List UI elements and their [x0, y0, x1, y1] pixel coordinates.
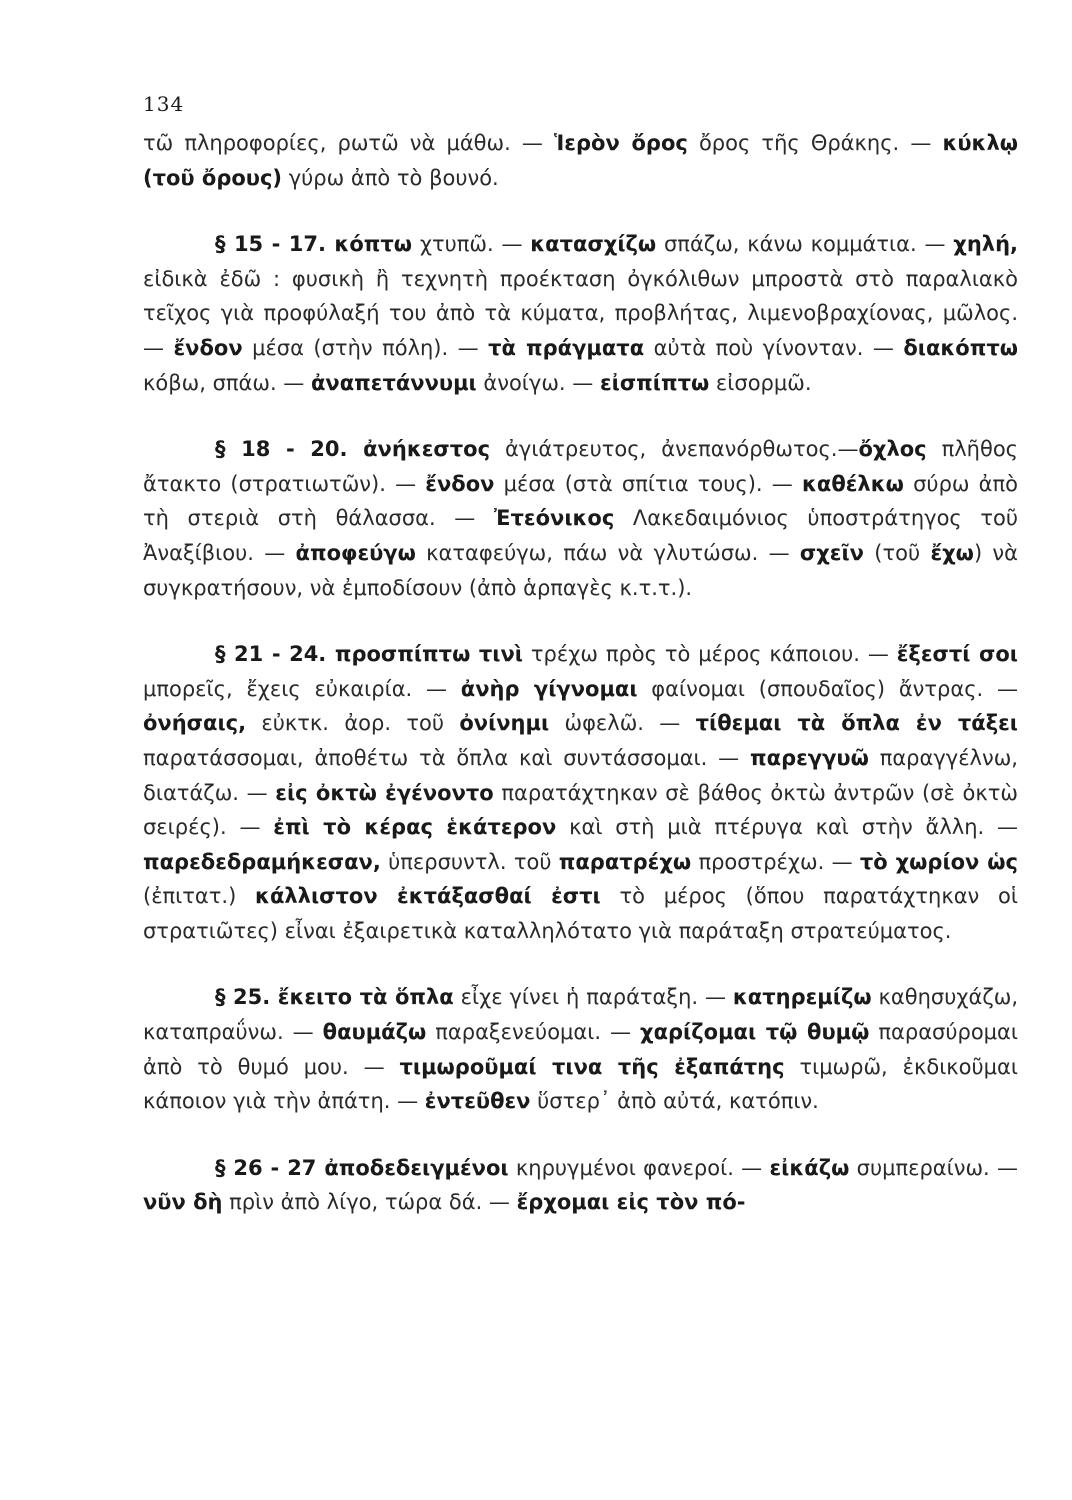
commentary-text [143, 126, 1018, 1220]
headword: σχεῖν [799, 540, 864, 565]
headword: κατηρεμίζω [732, 985, 872, 1010]
headword: ὄχλος [858, 437, 927, 462]
gloss-text: χτυπῶ. — [412, 232, 531, 257]
gloss-text: εἰδικὰ ἐδῶ : φυσικὴ ἢ τεχνητὴ προέκταση ὀγκόλιθων μπροστὰ στὸ παραλιακὸ τεῖχος γιὰ προφύλαξή του ἀπὸ τὰ κύματα, προβλήτας, λιμενοβραχίονας, μῶλος. — [143, 266, 1018, 360]
gloss-text: τὸ μέρος (ὅπου παρατάχτηκαν οἱ στρατιῶτες) εἶναι ἐξαιρετικὰ καταλληλότατο γιὰ παράταξη στρατεύματος. [143, 884, 1018, 943]
headword: ἔξεστί σοι [896, 642, 1018, 667]
gloss-text: τρέχω πρὸς τὸ μέρος κάποιου. — [522, 642, 897, 667]
gloss-text: καθησυχάζω, καταπραΰνω. — [143, 985, 1018, 1045]
headword: ἀναπετάννυμι [310, 370, 477, 395]
gloss-text: ὠφελῶ. — [549, 711, 696, 736]
gloss-text: παραξενεύομαι. — [426, 1020, 641, 1045]
paragraph-section-15-17 [143, 227, 1018, 400]
headword: παρεγγυῶ [750, 745, 869, 770]
gloss-text: εἰσορμῶ. [709, 370, 812, 395]
gloss-text: ἀγιάτρευτος, ἀνεπανόρθωτος.— [490, 437, 859, 462]
gloss-text: κηρυγμένοι φανεροί. — [508, 1155, 770, 1180]
gloss-text: καταφεύγω, πάω νὰ γλυτώσω. — [415, 540, 800, 565]
gloss-text: ἀνοίγω. — [476, 370, 600, 395]
gloss-text: προστρέχω. — [691, 849, 860, 874]
headword: τὸ χωρίον ὡς [859, 849, 1018, 874]
headword: § 21 - 24. προσπίπτω τινὶ [215, 642, 523, 667]
headword: εἰς ὀκτὼ ἐγένοντο [275, 780, 494, 805]
headword: καθέλκω [801, 471, 904, 496]
gloss-text: ὕστερ᾽ ἀπὸ αὐτά, κατόπιν. [530, 1089, 819, 1114]
gloss-text: εἶχε γίνει ἡ παράταξη. — [453, 985, 733, 1010]
headword: κύκλῳ (τοῦ ὄρους) [143, 131, 1019, 190]
gloss-text: (τοῦ [863, 540, 931, 565]
headword: διακόπτω [903, 335, 1018, 360]
headword: παρατρέχω [558, 849, 692, 874]
gloss-text: ὄρος τῆς Θράκης. — [687, 131, 943, 155]
headword: ὀνίνημι [459, 711, 550, 736]
headword: ἔρχομαι εἰς τὸν πό- [516, 1190, 746, 1215]
gloss-text: παραγγέλνω, διατάζω. — [143, 745, 1018, 805]
headword: εἰκάζω [769, 1155, 850, 1180]
page-number: 134 [143, 92, 185, 116]
gloss-text: Λακεδαιμόνιος ὑποστράτηγος τοῦ Ἀναξίβιου. — [143, 506, 1018, 565]
headword: εἰσπίπτω [599, 370, 710, 395]
headword: τιμωροῦμαί τινα τῆς ἐξαπάτης [399, 1054, 785, 1079]
headword: κατασχίζω [530, 232, 657, 257]
gloss-text: μέσα (στὴν πόλη). — [242, 335, 489, 360]
paragraph-continuation [143, 126, 1018, 195]
gloss-text: σπάζω, κάνω κομμάτια. — [656, 232, 954, 257]
gloss-text: γύρω ἀπὸ τὸ βουνό. [282, 165, 499, 190]
headword: ἀνὴρ γίγνομαι [460, 676, 638, 701]
paragraph-section-18-20 [143, 432, 1018, 605]
headword: § 15 - 17. κόπτω [215, 232, 413, 257]
headword: θαυμάζω [322, 1020, 427, 1045]
gloss-text: πρὶν ἀπὸ λίγο, τώρα δά. — [222, 1190, 517, 1215]
gloss-text: εὐκτκ. ἀορ. τοῦ [246, 711, 460, 736]
headword: τίθεμαι τὰ ὅπλα ἐν τάξει [695, 711, 1018, 736]
gloss-text: τιμωρῶ, ἐκδικοῦμαι κάποιον γιὰ τὴν ἀπάτη. — [143, 1054, 1018, 1114]
headword: νῦν δὴ [143, 1190, 223, 1215]
headword: ἐντεῦθεν [424, 1089, 531, 1114]
headword: ὀνήσαις, [143, 711, 247, 736]
headword: § 25. ἔκειτο τὰ ὅπλα [215, 985, 454, 1010]
headword: κάλλιστον ἐκτάξασθαί ἐστι [255, 884, 601, 909]
gloss-text: (ἐπιτατ.) [143, 884, 256, 909]
headword: Ἱερὸν ὄρος [554, 131, 688, 155]
gloss-text: παρατάσσομαι, ἀποθέτω τὰ ὅπλα καὶ συντάσσομαι. — [143, 745, 751, 770]
gloss-text: σύρω ἀπὸ τὴ στεριὰ στὴ θάλασσα. — [143, 471, 1019, 531]
gloss-text: μέσα (στὰ σπίτια τους). — [494, 471, 802, 496]
headword: τὰ πράγματα [488, 335, 645, 360]
gloss-text: πλῆθος ἄτακτο (στρατιωτῶν). — [143, 437, 1018, 496]
headword: § 18 - 20. ἀνήκεστος [215, 437, 491, 462]
gloss-text: ὑπερσυντλ. τοῦ [380, 849, 559, 874]
gloss-text: παρατάχτηκαν σὲ βάθος ὀκτὼ ἀντρῶν (σὲ ὀκτὼ σειρές). — [143, 780, 1019, 840]
headword: Ἐτεόνικος [493, 506, 615, 531]
gloss-text: συμπεραίνω. — [849, 1155, 1019, 1180]
paragraph-section-26-27 [143, 1151, 1018, 1220]
gloss-text: φαίνομαι (σπουδαῖος) ἄντρας. — [637, 676, 1018, 701]
headword: παρεδεδραμήκεσαν, [143, 849, 381, 874]
headword: § 26 - 27 ἀποδεδειγμένοι [215, 1155, 509, 1180]
paragraph-section-25 [143, 980, 1018, 1118]
gloss-text: μπορεῖς, ἔχεις εὐκαιρία. — [143, 676, 461, 701]
gloss-text: αὐτὰ ποὺ γίνονταν. — [644, 335, 904, 360]
paragraph-section-21-24 [143, 637, 1018, 948]
gloss-text: κόβω, σπάω. — [143, 370, 311, 395]
gloss-text: ) νὰ συγκρατήσουν, νὰ ἐμποδίσουν (ἀπὸ ἁρπαγὲς κ.τ.τ.). [143, 540, 1019, 600]
headword: ἔνδον [425, 471, 495, 496]
headword: ἔνδον [173, 335, 243, 360]
headword: ἔχω [930, 540, 974, 565]
gloss-text: καὶ στὴ μιὰ πτέρυγα καὶ στὴν ἄλλη. — [556, 815, 1018, 840]
headword: ἐπὶ τὸ κέρας ἑκάτερον [273, 815, 557, 840]
headword: χηλή, [953, 232, 1018, 257]
headword: χαρίζομαι τῷ θυμῷ [640, 1020, 870, 1045]
gloss-text: παρασύρομαι ἀπὸ τὸ θυμό μου. — [143, 1020, 1018, 1079]
headword: ἀποφεύγω [295, 540, 416, 565]
gloss-text: τῶ πληροφορίες, ρωτῶ νὰ μάθω. — [143, 131, 555, 155]
